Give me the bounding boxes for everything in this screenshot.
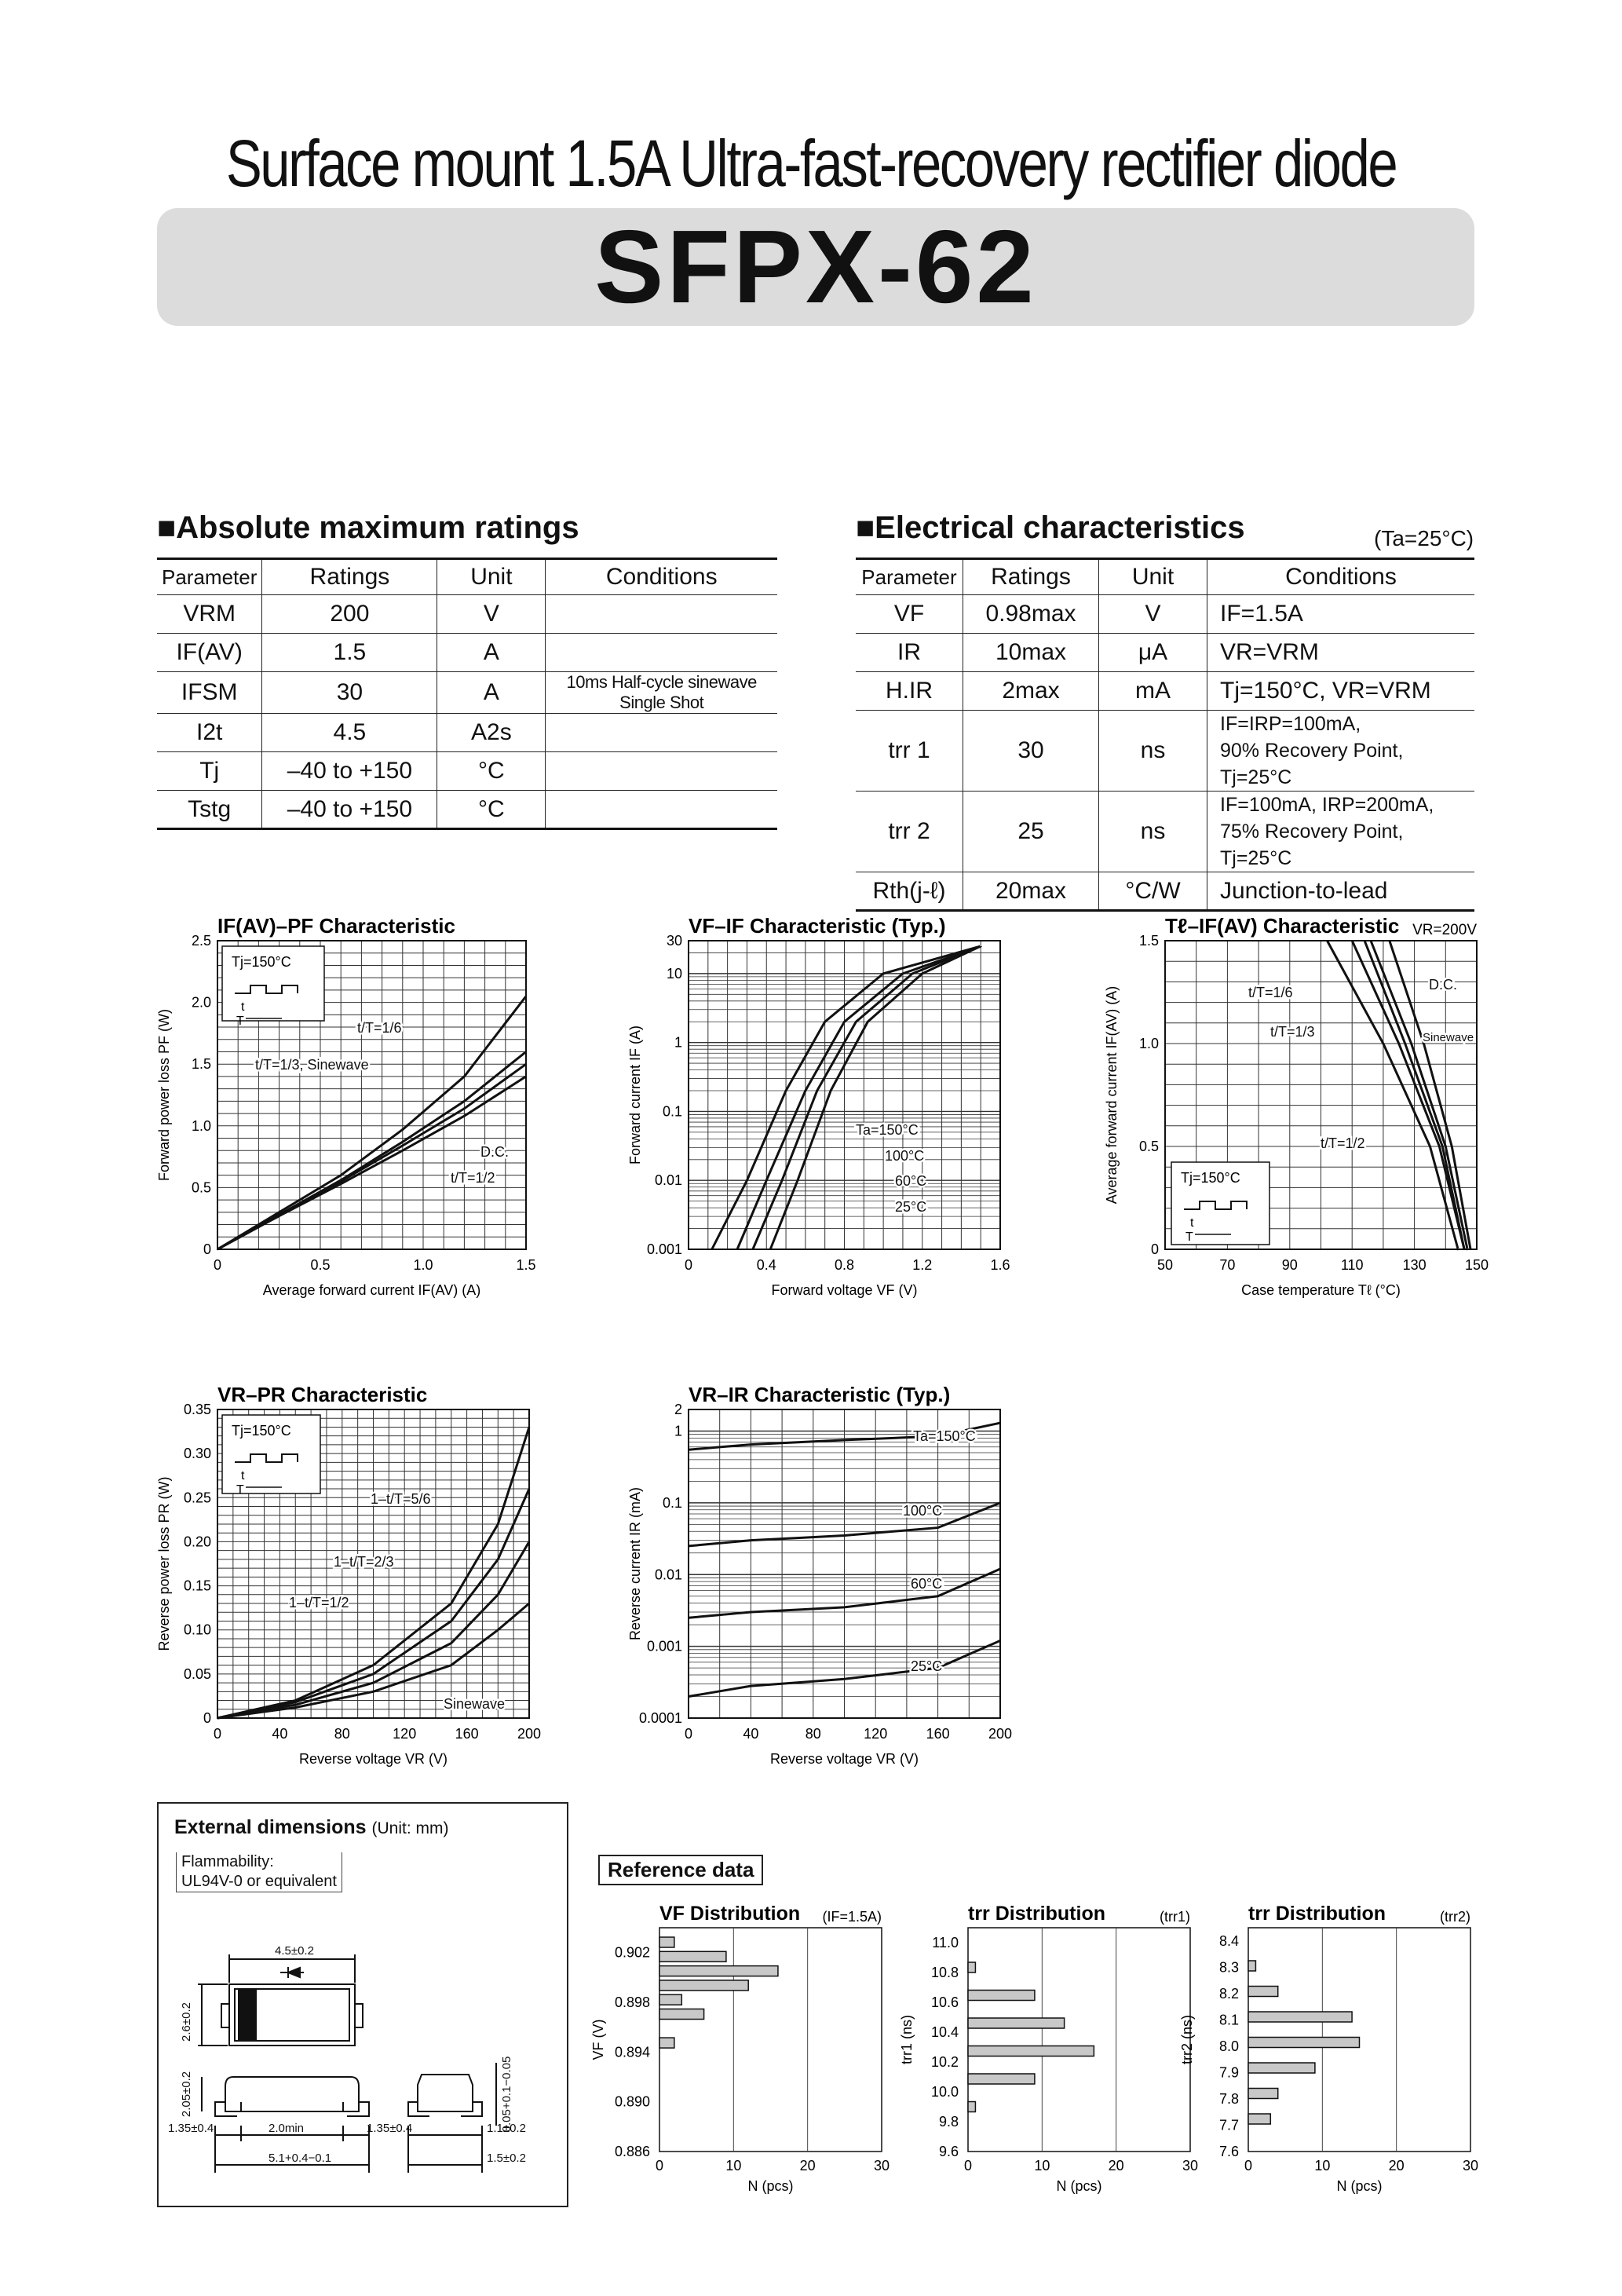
y-tick-label: 7.8 xyxy=(1218,2090,1239,2107)
param-cell: I2t xyxy=(157,714,262,752)
y-tick-label: 9.8 xyxy=(938,2114,959,2130)
flammability-label: Flammability: xyxy=(181,1853,274,1870)
curve-label: 60°C xyxy=(911,1576,943,1592)
condition-cell: 10ms Half-cycle sinewave Single Shot xyxy=(546,672,777,714)
chart-tl-if xyxy=(1104,914,1489,1298)
y-tick-label: 2.5 xyxy=(191,933,211,949)
x-tick-label: 200 xyxy=(988,1726,1013,1742)
y-tick-label: 2 xyxy=(674,1402,682,1417)
col-header: Ratings xyxy=(963,559,1099,595)
unit-cell: ns xyxy=(1099,711,1207,792)
ref-chart-condition: (IF=1.5A) xyxy=(822,1909,882,1925)
x-tick-label: 90 xyxy=(1281,1257,1298,1273)
param-cell: IR xyxy=(856,634,963,672)
col-header: Parameter xyxy=(157,559,262,595)
chart-condition: VR=200V xyxy=(1412,922,1477,938)
condition-line: IF=IRP=100mA, xyxy=(1220,713,1361,735)
y-tick-label: 8.3 xyxy=(1218,1959,1239,1976)
y-tick-label: 8.1 xyxy=(1218,2012,1239,2028)
distribution-bar xyxy=(659,1994,681,2005)
y-tick-label: 1 xyxy=(674,1034,682,1051)
param-cell: VF xyxy=(856,595,963,634)
inset-label: Tj=150°C xyxy=(1181,1170,1240,1186)
distribution-bar xyxy=(968,2018,1065,2028)
distribution-bar xyxy=(968,1991,1035,2001)
ref-chart-title: trr Distribution xyxy=(968,1903,1105,1925)
chart-title: VF–IF Characteristic (Typ.) xyxy=(689,914,946,938)
curve-label: t/T=1/3, Sinewave xyxy=(255,1057,369,1073)
ref-chart-title: trr Distribution xyxy=(1248,1903,1386,1925)
pulse-t-label: t xyxy=(241,1000,245,1014)
x-tick-label: 200 xyxy=(517,1726,542,1742)
y-tick-label: 1.0 xyxy=(191,1117,211,1134)
y-tick-label: 10.6 xyxy=(930,1994,959,2010)
rating-cell: 10max xyxy=(963,634,1099,672)
y-tick-label: 0.890 xyxy=(614,2093,650,2110)
col-header: Unit xyxy=(1099,559,1207,595)
distribution-bar xyxy=(1248,1961,1255,1971)
curve-label: D.C. xyxy=(480,1144,509,1160)
x-axis-label: Reverse voltage VR (V) xyxy=(769,1751,919,1767)
curve-label: 100°C xyxy=(885,1148,925,1164)
ref-chart-condition: (trr2) xyxy=(1440,1909,1470,1925)
y-tick-label: 9.6 xyxy=(938,2144,959,2159)
curve-label: Sinewave xyxy=(444,1696,506,1712)
y-tick-label: 0.10 xyxy=(183,1621,211,1638)
y-axis-label: Average forward current IF(AV) (A) xyxy=(1104,985,1120,1205)
condition-line: IF=100mA, IRP=200mA, xyxy=(1220,794,1434,816)
x-axis-label: N (pcs) xyxy=(1056,2178,1102,2194)
distribution-bar xyxy=(659,1980,748,1991)
distribution-bar xyxy=(659,1937,674,1947)
distribution-bar xyxy=(1248,2012,1352,2022)
x-tick-label: 10 xyxy=(1314,2158,1331,2174)
distribution-bar xyxy=(1248,2038,1360,2048)
series-line xyxy=(712,946,981,1249)
y-tick-label: 8.2 xyxy=(1218,1985,1239,2002)
curve-label: t/T=1/6 xyxy=(357,1020,402,1036)
x-tick-label: 130 xyxy=(1402,1257,1427,1273)
curve-label: t/T=1/3 xyxy=(1270,1024,1315,1040)
curve-label: t/T=1/2 xyxy=(451,1170,495,1186)
y-tick-label: 7.9 xyxy=(1218,2064,1239,2081)
chart-vr-pr xyxy=(156,1383,541,1767)
x-axis-label: Case temperature Tℓ (°C) xyxy=(1241,1282,1401,1298)
y-tick-label: 7.6 xyxy=(1218,2144,1239,2159)
y-tick-label: 0.1 xyxy=(662,1494,682,1511)
ref-chart-condition: (trr1) xyxy=(1160,1909,1190,1925)
y-tick-label: 0.30 xyxy=(183,1446,211,1462)
curve-label: Ta=150°C xyxy=(913,1428,976,1444)
distribution-bar xyxy=(1248,2089,1278,2099)
y-tick-label: 0.20 xyxy=(183,1534,211,1550)
condition-line: 90% Recovery Point, Tj=25°C xyxy=(1220,740,1404,788)
y-tick-label: 0.886 xyxy=(614,2144,650,2159)
distribution-bar xyxy=(968,2046,1094,2057)
y-tick-label: 30 xyxy=(666,933,682,949)
x-tick-label: 0.4 xyxy=(756,1257,776,1273)
x-tick-label: 0 xyxy=(213,1726,222,1742)
y-tick-label: 0.001 xyxy=(646,1241,682,1257)
unit-cell: A xyxy=(437,672,546,714)
rating-cell: 30 xyxy=(262,672,437,714)
condition-cell: VR=VRM xyxy=(1207,634,1475,672)
y-tick-label: 0.05 xyxy=(183,1665,211,1682)
y-tick-label: 0.5 xyxy=(191,1179,211,1196)
reference-charts xyxy=(581,1900,1492,2199)
chart-title: VR–PR Characteristic xyxy=(217,1383,428,1406)
series-line xyxy=(753,946,981,1249)
dimensions-unit: (Unit: mm) xyxy=(371,1819,449,1837)
x-tick-label: 160 xyxy=(455,1726,479,1742)
y-tick-label: 10.2 xyxy=(930,2054,959,2070)
y-tick-label: 7.7 xyxy=(1218,2117,1239,2133)
x-tick-label: 10 xyxy=(725,2158,742,2174)
x-tick-label: 30 xyxy=(1462,2158,1479,2174)
distribution-bar xyxy=(1248,2114,1270,2124)
inset-label: Tj=150°C xyxy=(232,954,291,970)
x-tick-label: 20 xyxy=(1108,2158,1124,2174)
param-cell: trr 1 xyxy=(856,711,963,792)
rating-cell: 25 xyxy=(963,792,1099,872)
electrical-condition: (Ta=25°C) xyxy=(1374,526,1474,550)
x-tick-label: 20 xyxy=(1388,2158,1405,2174)
reference-chart xyxy=(1179,1903,1478,2194)
dim-label: 2.0min xyxy=(269,2122,305,2135)
y-tick-label: 0.898 xyxy=(614,1994,650,2010)
dim-label: 1.35±0.4 xyxy=(367,2122,413,2135)
y-axis-label: Forward current IF (A) xyxy=(627,1025,643,1165)
x-tick-label: 1.6 xyxy=(990,1257,1010,1273)
condition-line: 75% Recovery Point, Tj=25°C xyxy=(1220,821,1404,869)
y-tick-label: 0 xyxy=(203,1710,211,1726)
curve-label: 25°C xyxy=(895,1199,927,1215)
col-header: Conditions xyxy=(1207,559,1475,595)
rating-cell: 0.98max xyxy=(963,595,1099,634)
unit-cell: A xyxy=(437,634,546,672)
x-tick-label: 120 xyxy=(393,1726,417,1742)
condition-cell: IF=1.5A xyxy=(1207,595,1475,634)
chart-if-pf xyxy=(156,914,536,1298)
unit-cell: °C/W xyxy=(1099,872,1207,911)
unit-cell: ns xyxy=(1099,792,1207,872)
y-tick-label: 0 xyxy=(1150,1241,1159,1257)
dim-label: 0.05+0.1−0.05 xyxy=(500,2056,513,2133)
x-tick-label: 0 xyxy=(1244,2158,1253,2174)
y-axis-label: VF (V) xyxy=(590,2019,606,2060)
curve-label: Sinewave xyxy=(1423,1031,1474,1044)
x-axis-label: N (pcs) xyxy=(1336,2178,1383,2194)
x-tick-label: 80 xyxy=(805,1726,821,1742)
chart-vr-ir xyxy=(627,1383,1012,1767)
distribution-bar xyxy=(659,2009,704,2020)
x-tick-label: 30 xyxy=(1182,2158,1199,2174)
y-tick-label: 1.0 xyxy=(1138,1036,1159,1051)
curve-label: 100°C xyxy=(903,1503,943,1519)
x-tick-label: 30 xyxy=(873,2158,890,2174)
x-tick-label: 1.0 xyxy=(413,1257,433,1273)
y-tick-label: 8.4 xyxy=(1218,1932,1239,1949)
y-tick-label: 0.0001 xyxy=(638,1710,682,1726)
pulse-T-label: T xyxy=(236,1483,244,1497)
distribution-bar xyxy=(659,2038,674,2048)
distribution-bar xyxy=(1248,2063,1315,2073)
param-cell: H.IR xyxy=(856,672,963,711)
series-line xyxy=(737,946,981,1249)
document-title: Surface mount 1.5A Ultra-fast-recovery rectifier diode xyxy=(225,126,1397,200)
y-axis-label: trr1 (ns) xyxy=(899,2015,915,2064)
y-axis-label: trr2 (ns) xyxy=(1179,2015,1195,2064)
distribution-bar xyxy=(1248,1987,1278,1997)
curve-label: 1–t/T=2/3 xyxy=(334,1554,394,1570)
curve-label: 1–t/T=5/6 xyxy=(371,1491,431,1507)
dim-label: 2.05±0.2 xyxy=(180,2071,193,2118)
curve-label: D.C. xyxy=(1429,977,1457,993)
y-tick-label: 1.5 xyxy=(191,1056,211,1073)
param-cell: trr 2 xyxy=(856,792,963,872)
dim-label: 2.6±0.2 xyxy=(180,2002,193,2042)
y-tick-label: 0.1 xyxy=(662,1103,682,1120)
dimensions-heading xyxy=(174,1816,448,1839)
y-tick-label: 10.0 xyxy=(930,2084,959,2100)
pulse-T-label: T xyxy=(1185,1230,1193,1244)
x-tick-label: 0 xyxy=(963,2158,973,2174)
curve-label: Ta=150°C xyxy=(856,1122,919,1138)
x-tick-label: 160 xyxy=(926,1726,950,1742)
inset-label: Tj=150°C xyxy=(232,1423,291,1439)
col-header: Conditions xyxy=(546,559,777,595)
param-cell: Tstg xyxy=(157,791,262,829)
rating-cell: 20max xyxy=(963,872,1099,911)
part-number: SFPX-62 xyxy=(594,209,1037,324)
x-tick-label: 1.5 xyxy=(516,1257,536,1273)
x-tick-label: 0 xyxy=(684,1726,693,1742)
distribution-bar xyxy=(968,2074,1035,2084)
y-axis-label: Reverse power loss PR (W) xyxy=(156,1476,172,1651)
pulse-t-label: t xyxy=(1190,1216,1194,1230)
rating-cell: –40 to +150 xyxy=(262,791,437,829)
reference-chart xyxy=(590,1903,890,2194)
y-tick-label: 0.001 xyxy=(646,1638,682,1654)
rating-cell: –40 to +150 xyxy=(262,752,437,791)
package-drawing xyxy=(159,1906,567,2204)
chart-vf-if xyxy=(627,914,1010,1298)
rating-cell: 2max xyxy=(963,672,1099,711)
y-tick-label: 0.894 xyxy=(614,2044,650,2060)
y-tick-label: 11.0 xyxy=(932,1935,959,1951)
y-tick-label: 10.8 xyxy=(930,1965,959,1980)
param-cell: VRM xyxy=(157,595,262,634)
y-tick-label: 8.0 xyxy=(1218,2038,1239,2054)
param-cell: IFSM xyxy=(157,672,262,714)
y-tick-label: 1.5 xyxy=(1138,933,1159,949)
y-tick-label: 0.01 xyxy=(654,1567,682,1583)
curve-label: t/T=1/2 xyxy=(1321,1135,1365,1151)
x-axis-label: N (pcs) xyxy=(747,2178,794,2194)
x-axis-label: Reverse voltage VR (V) xyxy=(298,1751,448,1767)
pulse-T-label: T xyxy=(236,1015,244,1028)
distribution-bar xyxy=(659,1951,726,1961)
y-tick-label: 0 xyxy=(203,1241,211,1257)
x-tick-label: 120 xyxy=(864,1726,888,1742)
curve-label: 60°C xyxy=(895,1173,927,1189)
y-tick-label: 0.15 xyxy=(183,1578,211,1594)
unit-cell: °C xyxy=(437,752,546,791)
x-tick-label: 70 xyxy=(1219,1257,1236,1273)
y-axis-label: Forward power loss PF (W) xyxy=(156,1008,172,1182)
distribution-bar xyxy=(968,2102,975,2112)
y-tick-label: 10 xyxy=(666,965,682,982)
x-tick-label: 1.2 xyxy=(912,1257,933,1273)
dim-label: 1.35±0.4 xyxy=(168,2122,214,2135)
x-tick-label: 80 xyxy=(334,1726,350,1742)
y-tick-label: 1 xyxy=(674,1423,682,1439)
x-axis-label: Average forward current IF(AV) (A) xyxy=(262,1282,481,1298)
unit-cell: V xyxy=(437,595,546,634)
dim-label: 1.1±0.2 xyxy=(487,2122,526,2135)
col-header: Unit xyxy=(437,559,546,595)
rating-cell: 1.5 xyxy=(262,634,437,672)
chart-title: IF(AV)–PF Characteristic xyxy=(217,914,455,938)
dim-label: 4.5±0.2 xyxy=(275,1944,314,1958)
unit-cell: A2s xyxy=(437,714,546,752)
x-tick-label: 110 xyxy=(1340,1257,1364,1273)
param-cell: Rth(j-ℓ) xyxy=(856,872,963,911)
unit-cell: mA xyxy=(1099,672,1207,711)
external-dimensions-box xyxy=(157,1802,568,2207)
curve-label: 1–t/T=1/2 xyxy=(289,1595,349,1610)
rating-cell: 200 xyxy=(262,595,437,634)
y-tick-label: 10.4 xyxy=(930,2024,959,2040)
flammability-note xyxy=(176,1852,342,1892)
abs-max-title: ■Absolute maximum ratings xyxy=(157,510,579,545)
reference-chart xyxy=(899,1903,1198,2194)
x-tick-label: 40 xyxy=(272,1726,288,1742)
chart-title: Tℓ–IF(AV) Characteristic xyxy=(1165,914,1400,938)
dim-label: 5.1+0.4−0.1 xyxy=(269,2152,332,2165)
x-axis-label: Forward voltage VF (V) xyxy=(771,1282,918,1298)
ref-chart-title: VF Distribution xyxy=(659,1903,801,1925)
y-axis-label: Reverse current IR (mA) xyxy=(627,1486,643,1641)
curve-label: t/T=1/6 xyxy=(1248,985,1293,1000)
condition-cell: Tj=150°C, VR=VRM xyxy=(1207,672,1475,711)
dimensions-title: External dimensions xyxy=(174,1816,367,1838)
unit-cell: °C xyxy=(437,791,546,829)
condition-cell: Junction-to-lead xyxy=(1207,872,1475,911)
reference-data-label: Reference data xyxy=(598,1855,763,1885)
x-tick-label: 0 xyxy=(684,1257,693,1273)
x-tick-label: 150 xyxy=(1464,1257,1489,1273)
x-tick-label: 40 xyxy=(743,1726,759,1742)
rating-cell: 30 xyxy=(963,711,1099,792)
distribution-bar xyxy=(968,1962,975,1972)
x-tick-label: 0.5 xyxy=(310,1257,331,1273)
col-header: Parameter xyxy=(856,559,963,595)
x-tick-label: 0 xyxy=(655,2158,664,2174)
y-tick-label: 0.01 xyxy=(654,1172,682,1189)
col-header: Ratings xyxy=(262,559,437,595)
electrical-title: ■Electrical characteristics xyxy=(856,510,1245,545)
param-cell: Tj xyxy=(157,752,262,791)
unit-cell: μA xyxy=(1099,634,1207,672)
rating-cell: 4.5 xyxy=(262,714,437,752)
x-tick-label: 0 xyxy=(213,1257,222,1273)
chart-title: VR–IR Characteristic (Typ.) xyxy=(689,1383,951,1406)
x-tick-label: 50 xyxy=(1156,1257,1174,1273)
curve-label: 25°C xyxy=(911,1658,943,1674)
y-tick-label: 2.0 xyxy=(191,994,211,1011)
distribution-bar xyxy=(659,1966,778,1976)
param-cell: IF(AV) xyxy=(157,634,262,672)
y-tick-label: 0.902 xyxy=(614,1944,650,1961)
x-tick-label: 10 xyxy=(1034,2158,1050,2174)
unit-cell: V xyxy=(1099,595,1207,634)
pulse-t-label: t xyxy=(241,1469,245,1483)
x-tick-label: 0.8 xyxy=(834,1257,855,1273)
y-tick-label: 0.35 xyxy=(183,1402,211,1417)
flammability-value: UL94V-0 or equivalent xyxy=(181,1873,337,1890)
plot-frame xyxy=(968,1928,1190,2152)
dim-label: 1.5±0.2 xyxy=(487,2152,526,2165)
y-tick-label: 0.25 xyxy=(183,1490,211,1506)
y-tick-label: 0.5 xyxy=(1138,1139,1159,1154)
x-tick-label: 20 xyxy=(799,2158,816,2174)
